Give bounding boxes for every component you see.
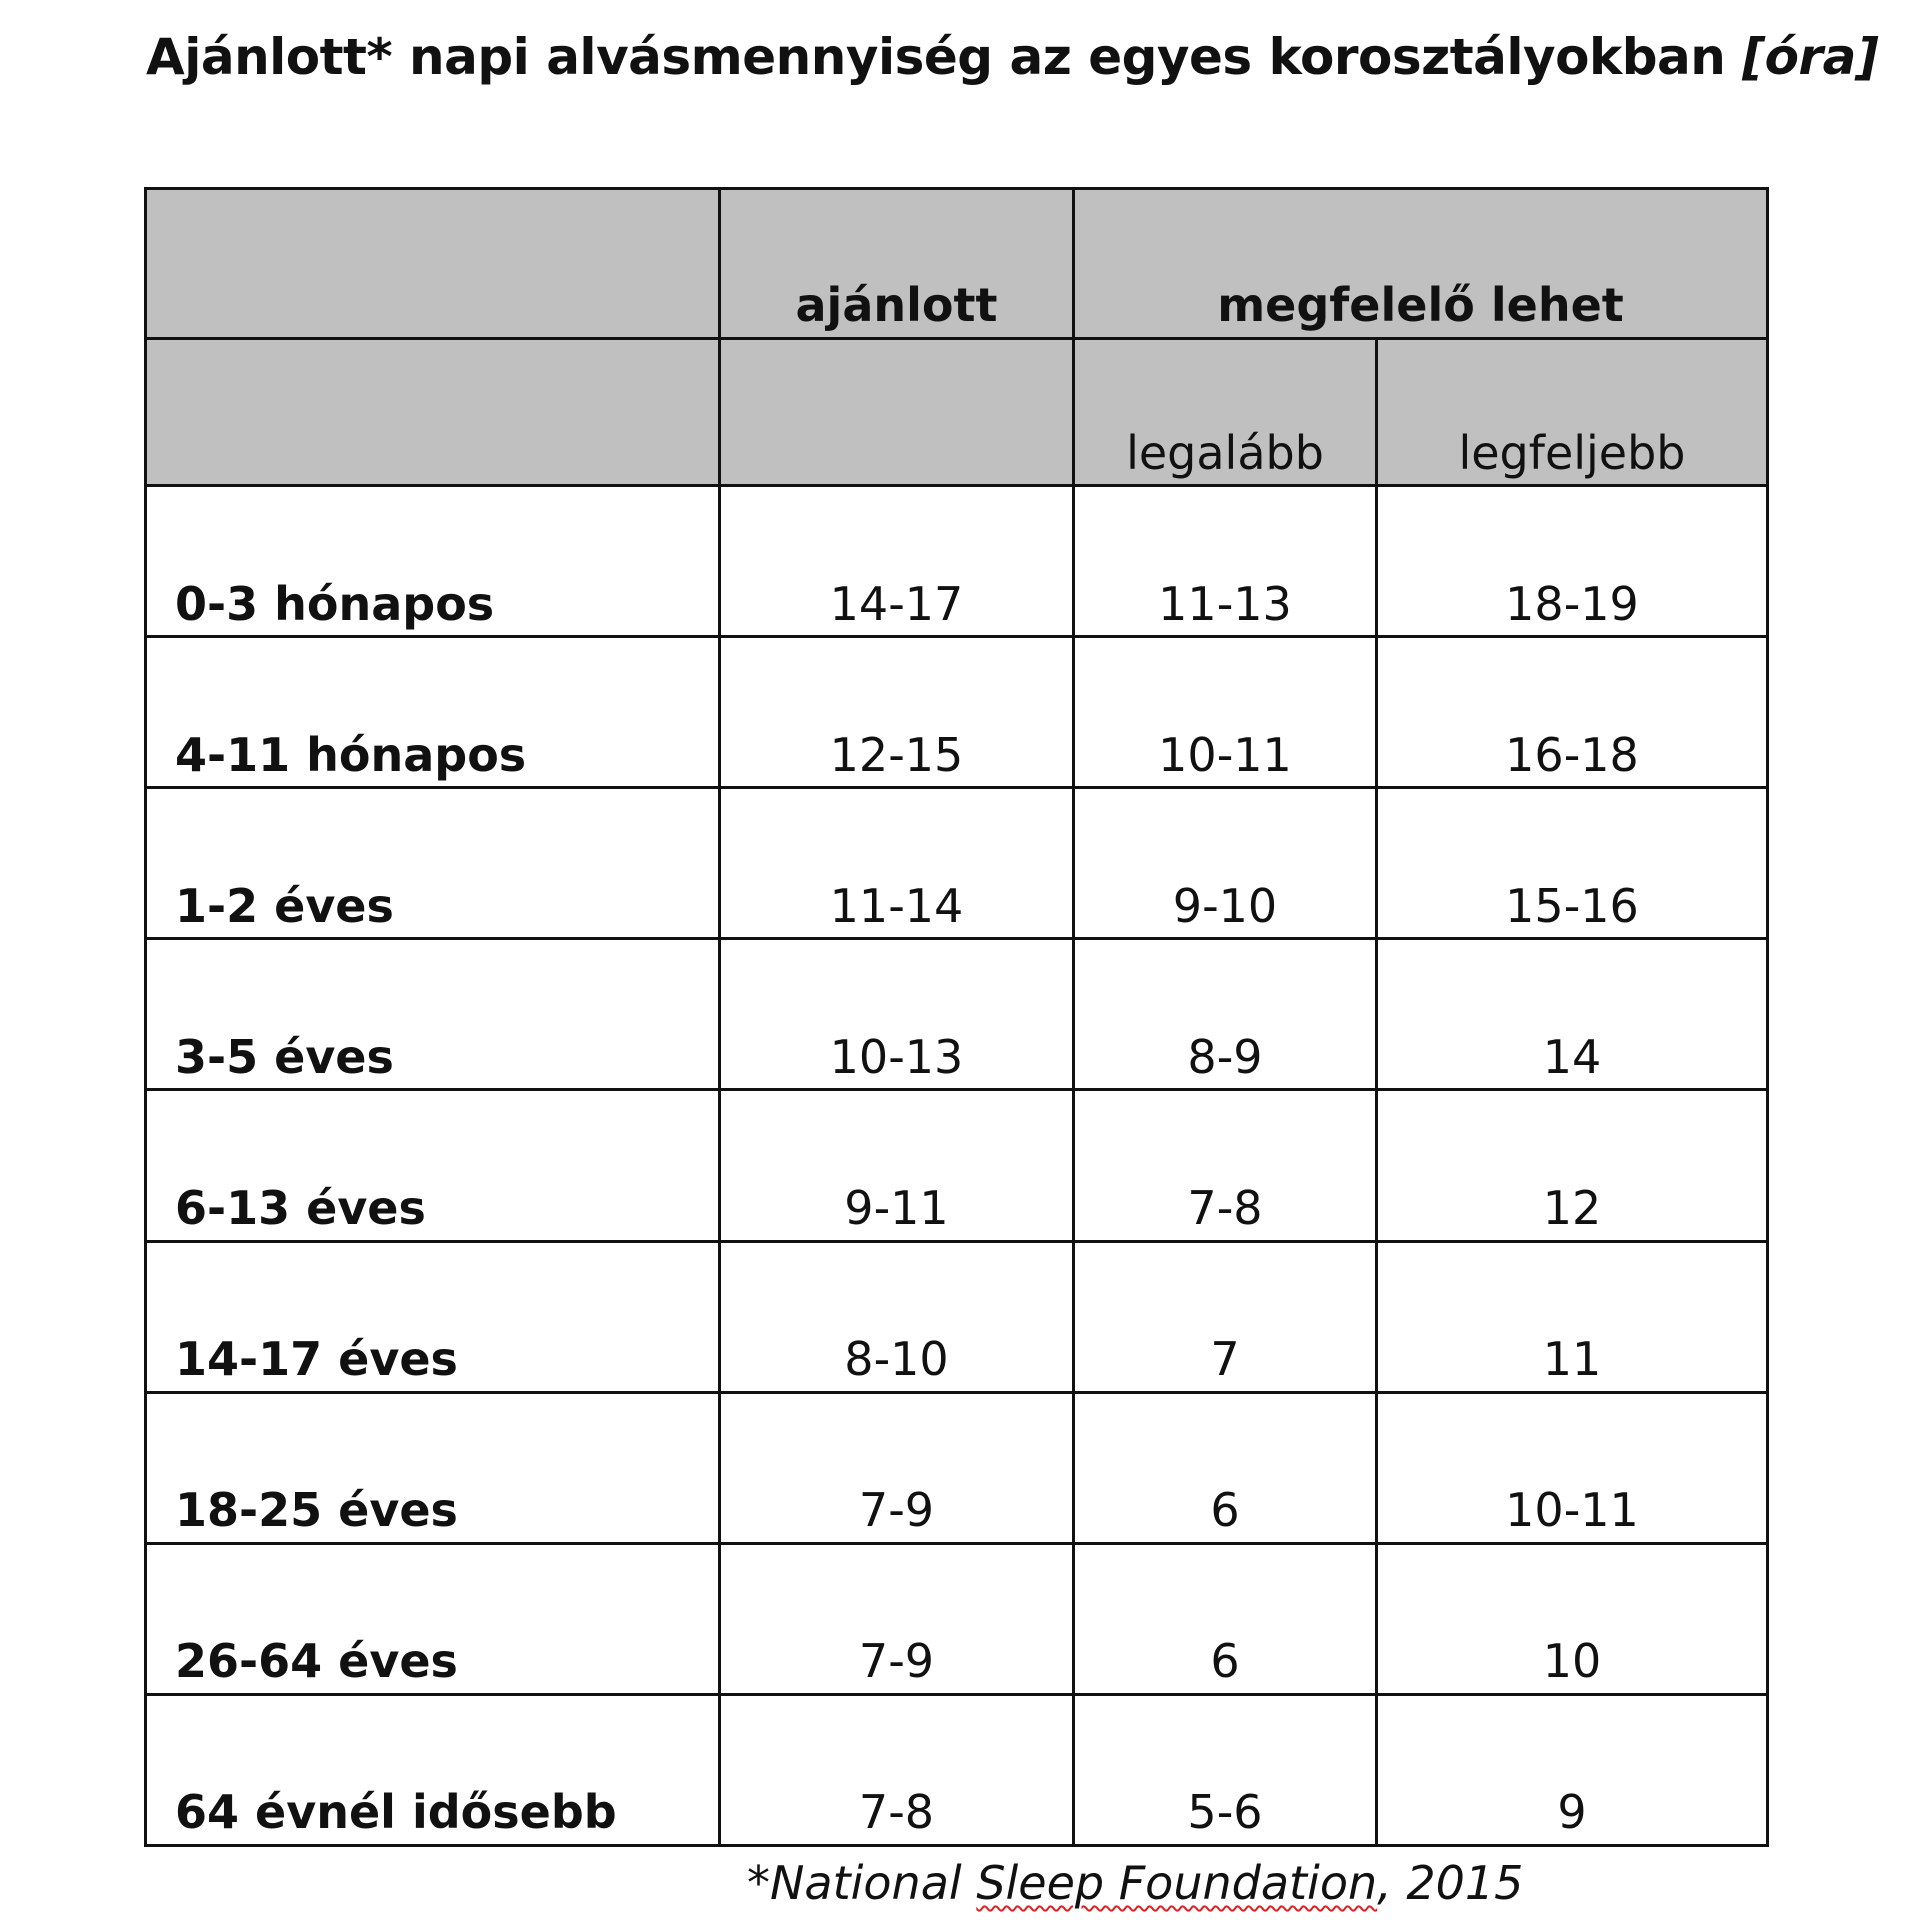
footnote-misspelled-words: Sleep Foundation [976,1856,1378,1910]
header-empty-cell [720,339,1074,486]
header-max: legfeljebb [1377,339,1768,486]
header-row-top [146,189,1768,339]
age-cell: 64 évnél idősebb [146,1694,720,1845]
max-cell: 10-11 [1377,1392,1768,1543]
age-cell: 3-5 éves [146,939,720,1090]
header-empty-cell [146,339,720,486]
table-row [146,788,1768,939]
max-cell: 16-18 [1377,637,1768,788]
header-empty-cell [146,189,720,339]
table-row [146,637,1768,788]
min-cell: 8-9 [1074,939,1377,1090]
age-cell: 1-2 éves [146,788,720,939]
min-cell: 10-11 [1074,637,1377,788]
min-cell: 6 [1074,1543,1377,1694]
table-row [146,1694,1768,1845]
header-may-be-appropriate: megfelelő lehet [1074,189,1768,339]
sleep-table [144,187,1769,1847]
age-cell: 14-17 éves [146,1241,720,1392]
max-cell: 12 [1377,1090,1768,1241]
table-row [146,939,1768,1090]
max-cell: 15-16 [1377,788,1768,939]
page-title [146,28,1878,86]
table-row [146,486,1768,637]
min-cell: 11-13 [1074,486,1377,637]
recommended-cell: 7-8 [720,1694,1074,1845]
header-recommended: ajánlott [720,189,1074,339]
recommended-cell: 7-9 [720,1543,1074,1694]
age-cell: 6-13 éves [146,1090,720,1241]
recommended-cell: 10-13 [720,939,1074,1090]
min-cell: 5-6 [1074,1694,1377,1845]
table-row [146,1090,1768,1241]
max-cell: 10 [1377,1543,1768,1694]
max-cell: 14 [1377,939,1768,1090]
table-row [146,1392,1768,1543]
recommended-cell: 7-9 [720,1392,1074,1543]
age-cell: 4-11 hónapos [146,637,720,788]
table-row [146,1543,1768,1694]
recommended-cell: 9-11 [720,1090,1074,1241]
age-cell: 26-64 éves [146,1543,720,1694]
age-cell: 18-25 éves [146,1392,720,1543]
min-cell: 9-10 [1074,788,1377,939]
footnote-suffix: , 2015 [1377,1856,1524,1910]
table-row [146,1241,1768,1392]
max-cell: 9 [1377,1694,1768,1845]
min-cell: 6 [1074,1392,1377,1543]
recommended-cell: 8-10 [720,1241,1074,1392]
footnote-prefix: *National [747,1856,977,1910]
max-cell: 11 [1377,1241,1768,1392]
footnote-source [747,1856,1523,1910]
title-unit: [óra] [1742,28,1879,86]
min-cell: 7-8 [1074,1090,1377,1241]
age-cell: 0-3 hónapos [146,486,720,637]
recommended-cell: 12-15 [720,637,1074,788]
title-text: Ajánlott* napi alvásmennyiség az egyes korosztályokban [146,28,1743,86]
header-min: legalább [1074,339,1377,486]
recommended-cell: 14-17 [720,486,1074,637]
min-cell: 7 [1074,1241,1377,1392]
header-row-sub [146,339,1768,486]
recommended-cell: 11-14 [720,788,1074,939]
max-cell: 18-19 [1377,486,1768,637]
